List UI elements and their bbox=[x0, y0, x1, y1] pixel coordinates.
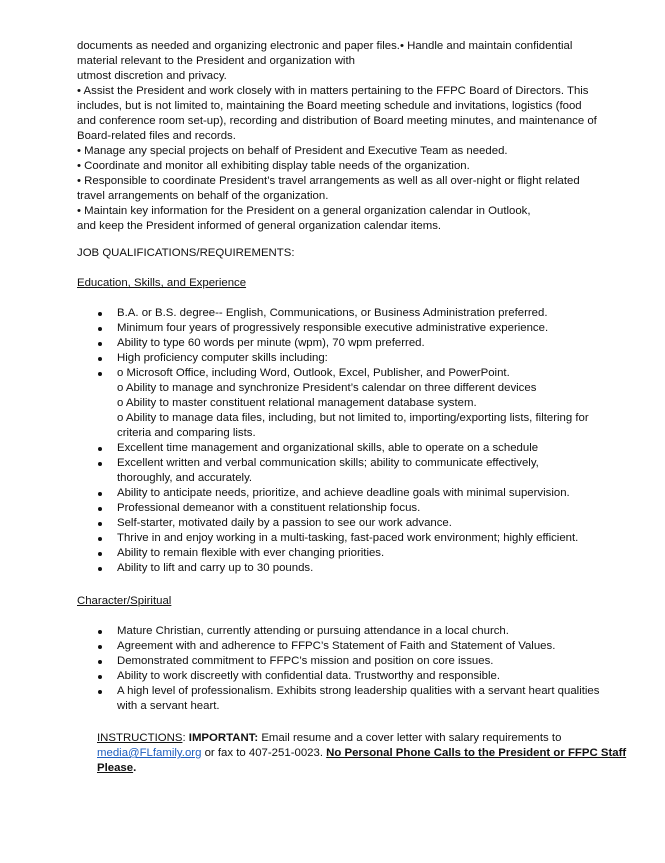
no-calls-warning: No Personal Phone Calls to the President or FFPC Staff bbox=[326, 747, 627, 759]
duties-line: documents as needed and organizing electronic and paper files.• Handle and maintain confidential bbox=[77, 40, 573, 52]
item-text: A high level of professionalism. Exhibits strong leadership qualities with a servant heart qualities bbox=[117, 685, 600, 697]
bullet-icon bbox=[98, 462, 102, 466]
item-text: o Microsoft Office, including Word, Outlook, Excel, Publisher, and PowerPoint. bbox=[117, 367, 510, 379]
list-item bbox=[77, 546, 602, 561]
list-item bbox=[77, 561, 602, 576]
bullet-icon bbox=[98, 645, 102, 649]
bullet-icon bbox=[98, 327, 102, 331]
qualifications-heading: JOB QUALIFICATIONS/REQUIREMENTS: bbox=[77, 247, 295, 259]
list-item bbox=[77, 456, 602, 486]
item-text: Professional demeanor with a constituent relationship focus. bbox=[117, 502, 421, 514]
character-list bbox=[77, 624, 602, 714]
item-text: thoroughly, and accurately. bbox=[117, 472, 253, 484]
bullet-icon bbox=[98, 567, 102, 571]
list-item bbox=[77, 351, 602, 366]
list-item bbox=[77, 639, 602, 654]
item-text: Minimum four years of progressively responsible executive administrative experience. bbox=[117, 322, 549, 334]
duties-line: • Assist the President and work closely with in matters pertaining to the FFPC Board of Directors. This bbox=[77, 85, 589, 97]
list-item bbox=[77, 669, 602, 684]
instructions-label: INSTRUCTIONS bbox=[97, 732, 183, 744]
list-item bbox=[77, 501, 602, 516]
list-item bbox=[77, 366, 602, 441]
no-calls-warning-end: Please bbox=[97, 762, 134, 774]
item-text: with a servant heart. bbox=[117, 700, 220, 712]
duties-line: travel arrangements on behalf of the organization. bbox=[77, 190, 329, 202]
item-text: criteria and comparing lists. bbox=[117, 427, 256, 439]
bullet-icon bbox=[98, 660, 102, 664]
duties-line: material relevant to the President and organization with bbox=[77, 55, 355, 67]
duties-line: utmost discretion and privacy. bbox=[77, 70, 227, 82]
bullet-icon bbox=[98, 372, 102, 376]
item-text: Ability to anticipate needs, prioritize, and achieve deadline goals with minimal supervision. bbox=[117, 487, 570, 499]
bullet-icon bbox=[98, 492, 102, 496]
list-item bbox=[77, 336, 602, 351]
list-item bbox=[77, 486, 602, 501]
duties-line: • Coordinate and monitor all exhibiting display table needs of the organization. bbox=[77, 160, 470, 172]
important-label: IMPORTANT: bbox=[188, 732, 259, 744]
bullet-icon bbox=[98, 552, 102, 556]
bullet-icon bbox=[98, 507, 102, 511]
list-item bbox=[77, 516, 602, 531]
list-item bbox=[77, 624, 602, 639]
item-text: Excellent written and verbal communication skills; ability to communicate effectively, bbox=[117, 457, 539, 469]
bullet-icon bbox=[98, 342, 102, 346]
colon: : bbox=[182, 732, 189, 744]
bullet-icon bbox=[98, 675, 102, 679]
list-item bbox=[77, 531, 602, 546]
fax-text: or fax to 407-251-0023. bbox=[201, 747, 327, 759]
duties-line: • Maintain key information for the President on a general organization calendar in Outlook, bbox=[77, 205, 531, 217]
item-text: High proficiency computer skills including: bbox=[117, 352, 328, 364]
item-text: Ability to type 60 words per minute (wpm), 70 wpm preferred. bbox=[117, 337, 425, 349]
bullet-icon bbox=[98, 447, 102, 451]
item-text: B.A. or B.S. degree-- English, Communications, or Business Administration preferred. bbox=[117, 307, 548, 319]
item-text: Agreement with and adherence to FFPC’s Statement of Faith and Statement of Values. bbox=[117, 640, 556, 652]
education-list bbox=[77, 306, 602, 576]
bullet-icon bbox=[98, 630, 102, 634]
instructions-line-1 bbox=[97, 731, 607, 746]
bullet-icon bbox=[98, 357, 102, 361]
bullet-icon bbox=[98, 312, 102, 316]
instructions-line-2 bbox=[97, 746, 627, 761]
instructions-block bbox=[97, 731, 627, 776]
email-link[interactable]: media@FLfamily.org bbox=[97, 747, 202, 759]
item-text: o Ability to manage and synchronize President’s calendar on three different devices bbox=[117, 382, 537, 394]
duties-line: Board-related files and records. bbox=[77, 130, 236, 142]
item-text: o Ability to master constituent relational management database system. bbox=[117, 397, 477, 409]
item-text: Demonstrated commitment to FFPC’s mission and position on core issues. bbox=[117, 655, 494, 667]
bullet-icon bbox=[98, 537, 102, 541]
item-text: Ability to lift and carry up to 30 pounds. bbox=[117, 562, 314, 574]
item-text: Excellent time management and organizational skills, able to operate on a schedule bbox=[117, 442, 539, 454]
list-item bbox=[77, 684, 602, 714]
instructions-line-3 bbox=[97, 761, 607, 776]
list-item bbox=[77, 321, 602, 336]
item-text: Thrive in and enjoy working in a multi-tasking, fast-paced work environment; highly efficient. bbox=[117, 532, 579, 544]
item-text: Ability to remain flexible with ever changing priorities. bbox=[117, 547, 385, 559]
duties-line: and keep the President informed of general organization calendar items. bbox=[77, 220, 442, 232]
duties-line: • Responsible to coordinate President’s travel arrangements as well as all over-night or flight related bbox=[77, 175, 580, 187]
period: . bbox=[133, 762, 137, 774]
list-item bbox=[77, 306, 602, 321]
duties-line: and conference room set-up), recording and distribution of Board meeting minutes, and maintenance of bbox=[77, 115, 597, 127]
item-text: Ability to work discreetly with confidential data. Trustworthy and responsible. bbox=[117, 670, 501, 682]
education-heading: Education, Skills, and Experience bbox=[77, 277, 247, 289]
duties-line: includes, but is not limited to, maintaining the Board meeting schedule and invitations, logistics (food bbox=[77, 100, 582, 112]
item-text: Mature Christian, currently attending or pursuing attendance in a local church. bbox=[117, 625, 509, 637]
list-item bbox=[77, 441, 602, 456]
instructions-text: Email resume and a cover letter with salary requirements to bbox=[258, 732, 562, 744]
item-text: Self-starter, motivated daily by a passion to see our work advance. bbox=[117, 517, 452, 529]
list-item bbox=[77, 654, 602, 669]
item-text: o Ability to manage data files, including, but not limited to, importing/exporting lists, filtering for bbox=[117, 412, 589, 424]
duties-line: • Manage any special projects on behalf of President and Executive Team as needed. bbox=[77, 145, 508, 157]
bullet-icon bbox=[98, 522, 102, 526]
bullet-icon bbox=[98, 690, 102, 694]
duties-continued bbox=[77, 39, 602, 234]
character-heading: Character/Spiritual bbox=[77, 595, 172, 607]
